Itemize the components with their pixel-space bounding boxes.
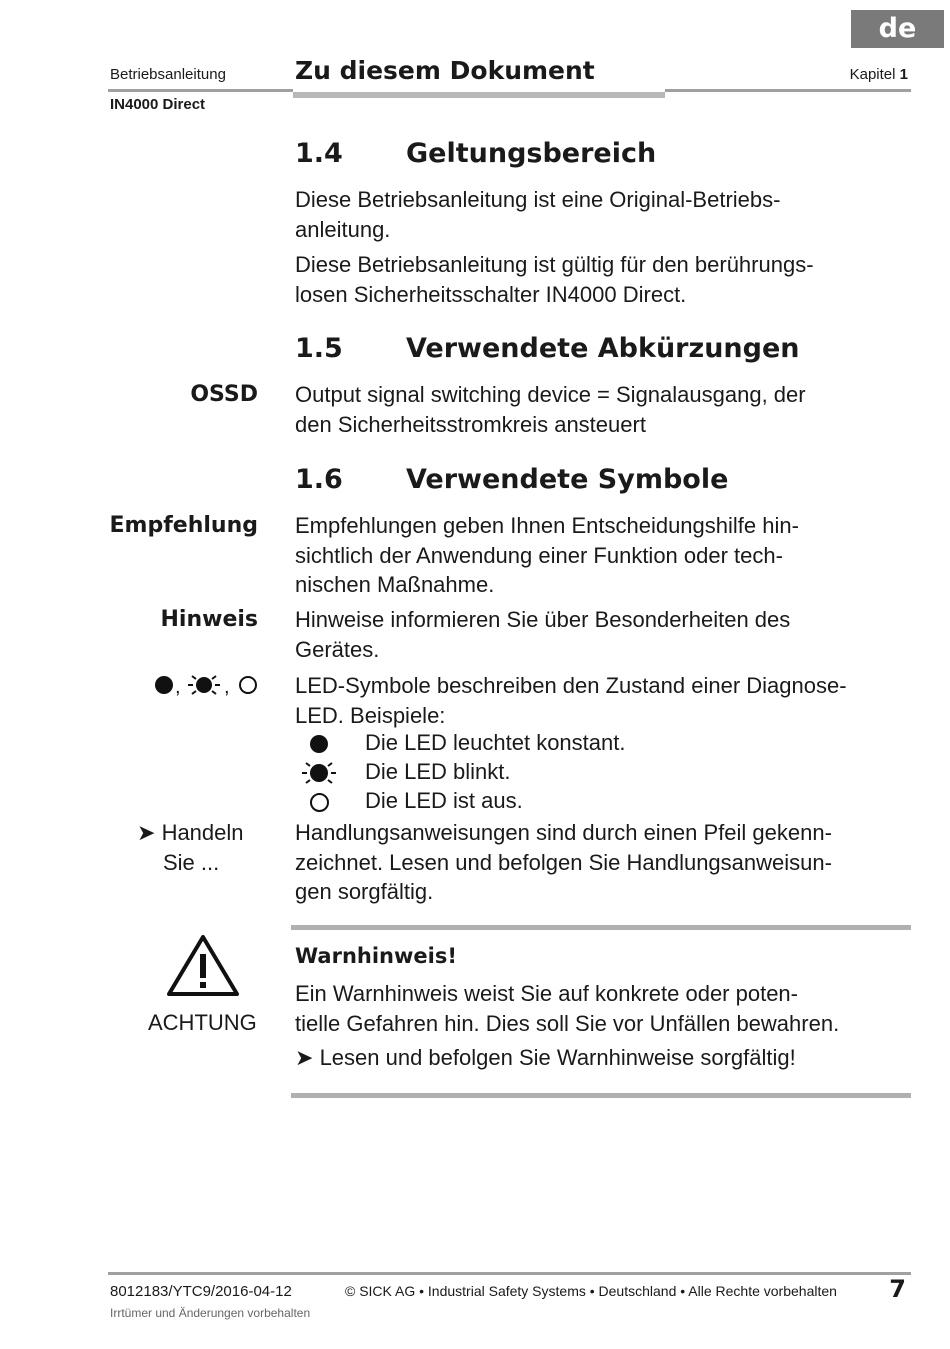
- led-item-text: Die LED ist aus.: [365, 788, 523, 813]
- led-item-text: Die LED leuchtet konstant.: [365, 730, 626, 755]
- text-line: nischen Maßnahme.: [295, 572, 495, 597]
- led-symbols-icon: [154, 673, 260, 697]
- text-line: Output signal switching device = Signalausgang, der: [295, 382, 806, 407]
- paragraph-handeln: [295, 818, 915, 907]
- led-on-icon: [302, 730, 336, 756]
- led-item-text: Die LED blinkt.: [365, 759, 511, 784]
- handeln-label-line: Sie ...: [163, 849, 220, 875]
- text-line: gen sorgfältig.: [295, 879, 434, 904]
- warning-rule-top: [291, 925, 911, 930]
- led-blink-icon: [302, 759, 336, 785]
- warning-action: [295, 1043, 915, 1073]
- margin-label-ossd: OSSD: [190, 382, 258, 407]
- warning-level-label: ACHTUNG: [148, 1010, 257, 1035]
- footer-disclaimer: Irrtümer und Änderungen vorbehalten: [110, 1306, 311, 1320]
- svg-text:,: ,: [224, 676, 230, 697]
- text-line: Gerätes.: [295, 636, 380, 662]
- header-product: IN4000 Direct: [110, 96, 206, 113]
- text-line: den Sicherheitsstromkreis ansteuert: [295, 411, 646, 437]
- header-rule-mid: [293, 92, 665, 98]
- chapter-label: Kapitel: [849, 66, 896, 83]
- margin-label-handeln: [137, 818, 244, 877]
- text-line: LED-Symbole beschreiben den Zustand einer Diagnose-: [295, 673, 847, 698]
- arrow-right-icon: ➤: [295, 1045, 314, 1070]
- header-rule-left: [108, 89, 293, 92]
- text-line: Empfehlungen geben Ihnen Entscheidungshilfe hin-: [295, 513, 799, 538]
- text-line: Diese Betriebsanleitung ist gültig für den berührungs-: [295, 252, 814, 277]
- page-number: 7: [889, 1275, 906, 1303]
- warning-text: [295, 979, 915, 1038]
- header-rule-right: [665, 89, 911, 92]
- paragraph-hinweis: [295, 605, 915, 664]
- warning-triangle-icon: [166, 934, 240, 998]
- margin-led-symbols: [154, 673, 260, 697]
- section-number-1-4: 1.4: [295, 138, 343, 169]
- text-line: LED. Beispiele:: [295, 702, 446, 728]
- text-line: Handlungsanweisungen sind durch einen Pfeil gekenn-: [295, 820, 832, 845]
- footer-rule: [108, 1272, 911, 1275]
- text-line: Diese Betriebsanleitung ist eine Original-Betriebs-: [295, 187, 781, 212]
- margin-label-hinweis: Hinweis: [160, 607, 258, 632]
- paragraph-scope-2: [295, 250, 915, 309]
- section-number-1-5: 1.5: [295, 333, 343, 364]
- section-title-geltungsbereich: Geltungsbereich: [406, 138, 657, 169]
- led-off-icon: [302, 788, 336, 814]
- paragraph-empfehlung: [295, 511, 915, 600]
- arrow-right-icon: ➤: [137, 820, 156, 845]
- page-title: Zu diesem Dokument: [295, 56, 595, 85]
- section-number-1-6: 1.6: [295, 464, 343, 495]
- warning-action-text: Lesen und befolgen Sie Warnhinweise sorgfältig!: [319, 1045, 796, 1070]
- led-item-on: [302, 730, 626, 759]
- text-line: losen Sicherheitsschalter IN4000 Direct.: [295, 281, 687, 307]
- led-item-blink: [302, 759, 511, 788]
- footer-copyright: © SICK AG • Industrial Safety Systems • Deutschland • Alle Rechte vorbehalten: [345, 1283, 837, 1299]
- chapter-indicator: [850, 66, 908, 83]
- warning-title: Warnhinweis!: [295, 944, 457, 968]
- section-title-symbole: Verwendete Symbole: [406, 464, 729, 495]
- text-line: Hinweise informieren Sie über Besonderheiten des: [295, 607, 791, 632]
- handeln-label-line: Handeln: [161, 820, 244, 845]
- margin-label-empfehlung: Empfehlung: [109, 513, 258, 538]
- header-doc-type: Betriebsanleitung: [110, 66, 226, 83]
- text-line: zeichnet. Lesen und befolgen Sie Handlungsanweisun-: [295, 849, 832, 875]
- text-line: Ein Warnhinweis weist Sie auf konkrete oder poten-: [295, 981, 798, 1006]
- footer-doc-id: 8012183/YTC9/2016-04-12: [110, 1283, 292, 1300]
- warning-rule-bottom: [291, 1093, 911, 1098]
- paragraph-scope-1: [295, 185, 915, 244]
- language-tab: de: [851, 10, 944, 48]
- text-line: anleitung.: [295, 216, 391, 242]
- section-title-abkuerzungen: Verwendete Abkürzungen: [406, 333, 800, 364]
- paragraph-ossd: [295, 380, 915, 439]
- paragraph-led: [295, 671, 915, 730]
- svg-text:,: ,: [175, 676, 181, 697]
- text-line: sichtlich der Anwendung einer Funktion oder tech-: [295, 542, 783, 568]
- chapter-number: 1: [899, 66, 908, 83]
- led-item-off: [302, 788, 523, 817]
- text-line: tielle Gefahren hin. Dies soll Sie vor Unfällen bewahren.: [295, 1010, 840, 1036]
